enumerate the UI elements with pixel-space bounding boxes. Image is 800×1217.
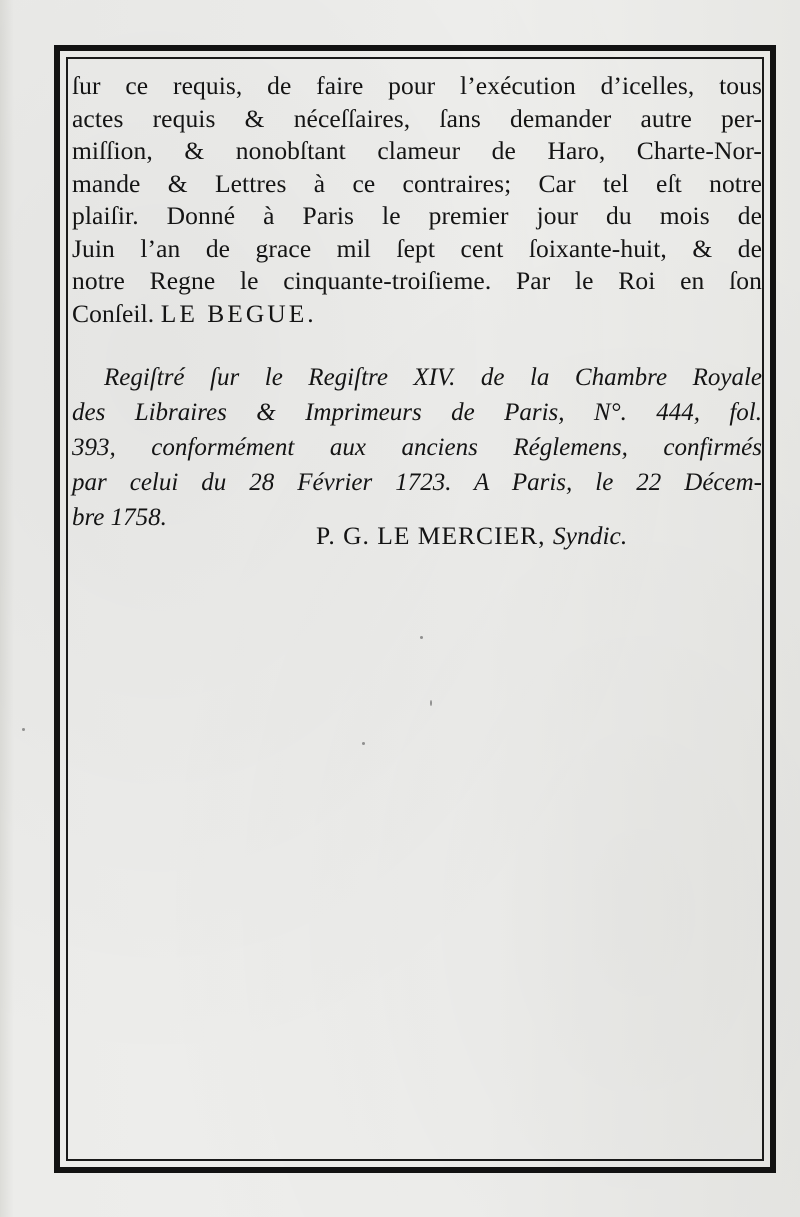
decree-line-start: Conſeil. [72,298,155,328]
paper-speck [430,700,432,706]
syndic-name: P. G. LE MERCIER, [316,521,546,550]
syndic-title: Syndic. [552,521,628,550]
registry-line: bre 1758. [72,504,167,531]
paper-speck [420,636,423,639]
signatory-name: LE BEGUE. [160,298,317,328]
syndic-signature [316,518,627,554]
registry-note [72,360,762,535]
decree-text [72,70,762,330]
registry-line: des Libraires & Imprimeurs de Paris, N°. 444, fol. [72,399,762,426]
decree-line: notre Regne le cinquante-troiſieme. Par le Roi en ſon [72,266,762,295]
decree-line: actes requis & néceſſaires, ſans demander autre per- [72,103,762,133]
decree-line: plaiſir. Donné à Paris le premier jour du mois de [72,201,762,230]
registry-line: par celui du 28 Février 1723. A Paris, le 22 Décem- [72,469,762,496]
decree-last-line [72,298,762,331]
registry-line: 393, conformément aux anciens Réglemens, confirmés [72,434,762,461]
decree-line: ſur ce requis, de faire pour l’exécution d’icelles, tous [72,71,762,100]
decree-line: Juin l’an de grace mil ſept cent ſoixante-huit, & de [72,233,762,263]
paper-speck [22,728,25,731]
decree-line: miſſion, & nonobſtant clameur de Haro, Charte-Nor- [72,136,762,165]
decree-line: mande & Lettres à ce contraires; Car tel eſt notre [72,168,762,198]
paper-speck [362,742,365,745]
registry-line: Regiſtré ſur le Regiſtre XIV. de la Chambre Royale [104,364,762,391]
